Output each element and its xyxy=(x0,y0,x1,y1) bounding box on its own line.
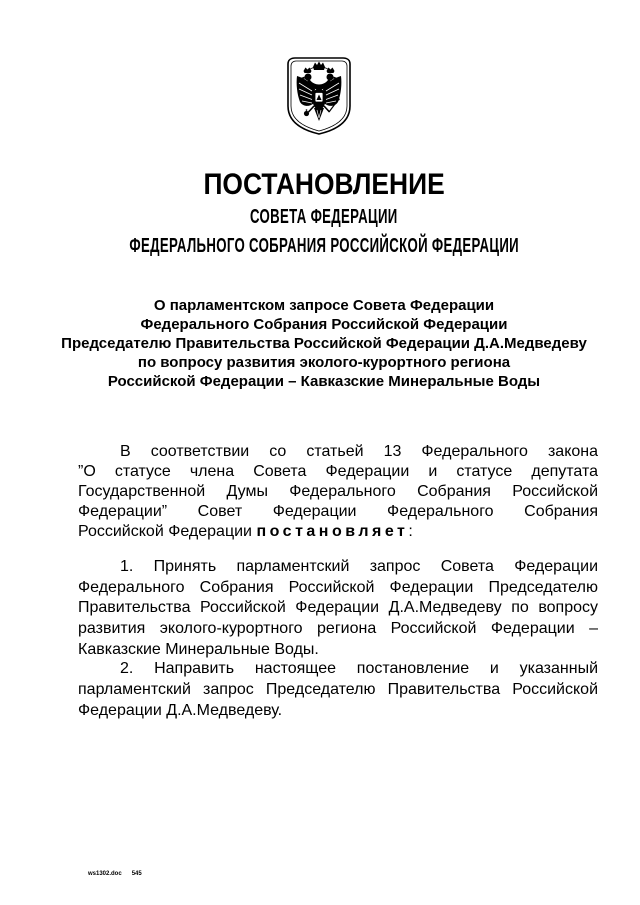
subject-line: О парламентском запросе Совета Федерации xyxy=(153,297,495,314)
body-line: развития эколого-курортного региона Российской Федерации – xyxy=(78,620,598,638)
body-line: Федерации Д.А.Медведеву. xyxy=(78,702,283,719)
body-line: Государственной Думы Федерального Собрания Российской xyxy=(78,483,598,500)
body-line: Федерации” Совет Федерации Федерального Собрания xyxy=(78,503,598,520)
body-line: 1. Принять парламентский запрос Совета Федерации xyxy=(120,558,598,575)
resolution-item-1 xyxy=(78,557,598,660)
document-title xyxy=(0,167,640,203)
resolution-word: постановляет xyxy=(256,523,409,540)
issuer-line-2 xyxy=(0,234,640,258)
subject-line: Федерального Собрания Российской Федерации xyxy=(140,316,508,333)
body-line: 2. Направить настоящее постановление и указанный xyxy=(120,660,598,677)
footer-doc-id xyxy=(88,870,142,878)
subject-line: по вопросу развития эколого-курортного региона xyxy=(137,354,511,371)
body-line: В соответствии со статьей 13 Федерального закона xyxy=(120,443,598,460)
body-line: парламентский запрос Председателю Правительства Российской xyxy=(78,681,598,698)
issuer-line-1 xyxy=(0,205,640,229)
resolution-punct: : xyxy=(408,523,413,540)
resolution-item-2 xyxy=(78,658,598,721)
document-title-text: ПОСТАНОВЛЕНИЕ xyxy=(203,168,445,201)
footer-page-code: 545 xyxy=(131,871,142,877)
body-line: ”О статусе члена Совета Федерации и статусе депутата xyxy=(78,463,598,480)
body-line: Федерального Собрания Российской Федерации Председателю xyxy=(78,578,598,596)
coat-of-arms-icon xyxy=(284,54,354,136)
subject-line: Председателю Правительства Российской Федерации Д.А.Медведеву xyxy=(61,335,587,352)
issuer-line-1-text: СОВЕТА ФЕДЕРАЦИИ xyxy=(250,206,398,228)
footer-file-name: ws1302.doc xyxy=(88,871,122,877)
coat-of-arms-icon xyxy=(284,54,354,136)
preamble-final-line xyxy=(78,522,598,542)
preamble-final-text: Российской Федерации xyxy=(78,523,252,540)
subject-heading xyxy=(0,296,640,391)
subject-line: Российской Федерации – Кавказские Минеральные Воды xyxy=(107,373,541,390)
preamble-paragraph xyxy=(78,442,598,542)
body-line: Кавказские Минеральные Воды. xyxy=(78,640,319,658)
issuer-line-2-text: ФЕДЕРАЛЬНОГО СОБРАНИЯ РОССИЙСКОЙ ФЕДЕРАЦИИ xyxy=(129,235,519,257)
body-line: Правительства Российской Федерации Д.А.Медведеву по вопросу xyxy=(78,599,598,617)
